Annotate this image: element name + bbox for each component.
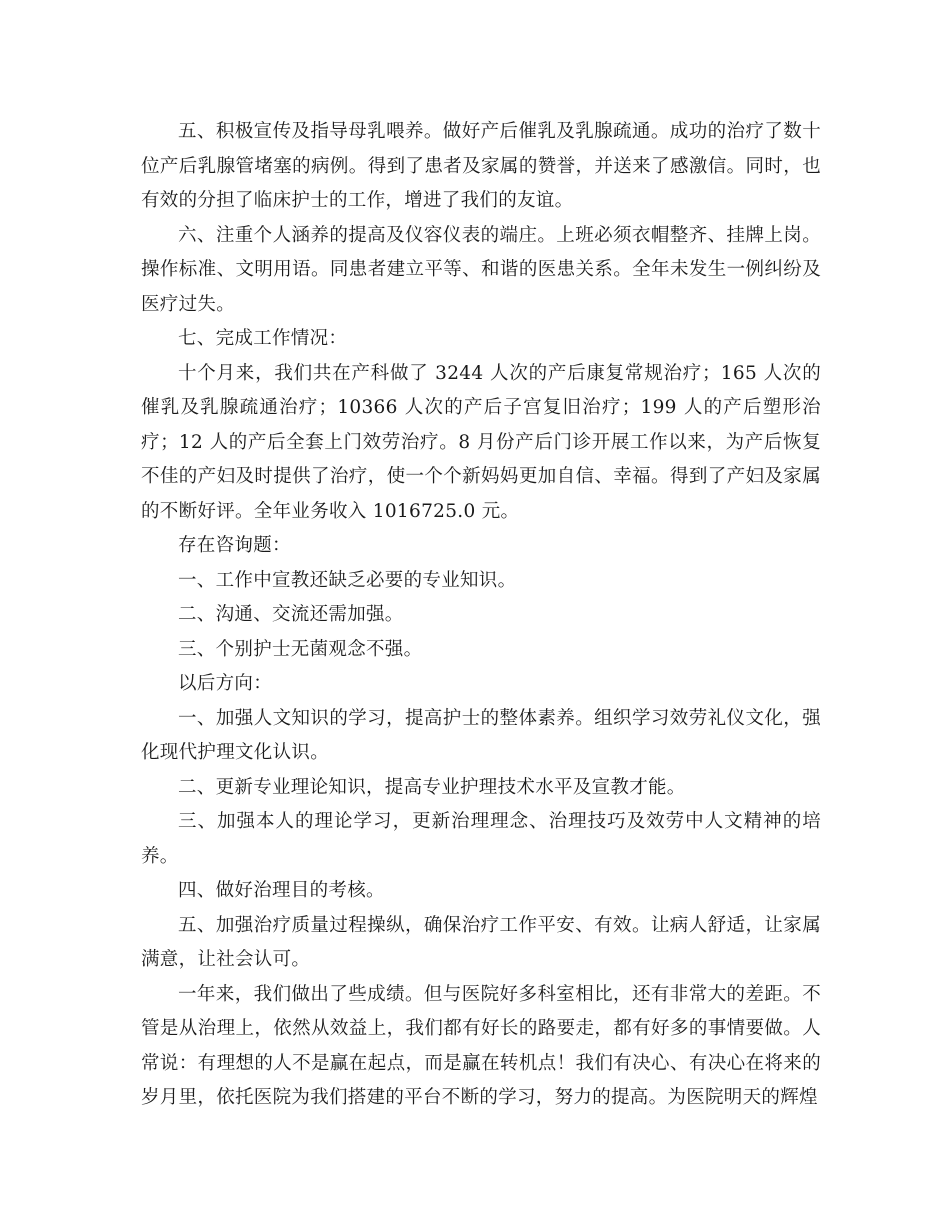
document-body bbox=[141, 115, 821, 1116]
problem-item-1: 一、工作中宣教还缺乏必要的专业知识。 bbox=[178, 569, 517, 591]
paragraph-breastfeeding: 五、积极宣传及指导母乳喂养。做好产后催乳及乳腺疏通。成功的治疗了数十位产后乳腺管堵塞的病例。得到了患者及家属的赞誉，并送来了感激信。同时，也有效的分担了临床护士的工作，增进了我们的友谊。 bbox=[141, 121, 821, 211]
paragraph-work-statistics: 十个月来，我们共在产科做了 3244 人次的产后康复常规治疗；165 人次的催乳及乳腺疏通治疗；10366 人次的产后子宫复旧治疗；199 人的产后塑形治疗；12 人的产后全套上门效劳治疗。8 月份产后门诊开展工作以来，为产后恢复不佳的产妇及时提供了治疗，使一个个新妈妈更加自信、幸福。得到了产妇及家属的不断好评。全年业务收入 1016725.0 元。 bbox=[141, 362, 821, 522]
problem-item-2: 二、沟通、交流还需加强。 bbox=[178, 604, 404, 625]
direction-item-1: 一、加强人文知识的学习，提高护士的整体素养。组织学习效劳礼仪文化，强化现代护理文化认识。 bbox=[141, 707, 821, 763]
problem-item-3: 三、个别护士无菌观念不强。 bbox=[178, 638, 423, 660]
paragraph-conclusion: 一年来，我们做出了些成绩。但与医院好多科室相比，还有非常大的差距。不管是从治理上，依然从效益上，我们都有好长的路要走，都有好多的事情要做。人常说：有理想的人不是赢在起点，而是赢在转机点！我们有决心、有决心在将来的岁月里，依托医院为我们搭建的平台不断的学习，努力的提高。为医院明天的辉煌 bbox=[141, 983, 821, 1108]
direction-item-5: 五、加强治疗质量过程操纵，确保治疗工作平安、有效。让病人舒适，让家属满意，让社会认可。 bbox=[141, 914, 821, 970]
heading-future-direction: 以后方向： bbox=[178, 673, 273, 694]
direction-item-3: 三、加强本人的理论学习，更新治理理念、治理技巧及效劳中人文精神的培养。 bbox=[141, 811, 821, 867]
direction-item-4: 四、做好治理目的考核。 bbox=[178, 880, 385, 901]
paragraph-personal-conduct: 六、注重个人涵养的提高及仪容仪表的端庄。上班必须衣帽整齐、挂牌上岗。操作标准、文明用语。同患者建立平等、和谐的医患关系。全年未发生一例纠纷及医疗过失。 bbox=[141, 224, 821, 315]
heading-existing-problems: 存在咨询题： bbox=[178, 535, 291, 556]
direction-item-2: 二、更新专业理论知识，提高专业护理技术水平及宣教才能。 bbox=[178, 776, 686, 798]
heading-work-completion: 七、完成工作情况： bbox=[178, 328, 348, 349]
